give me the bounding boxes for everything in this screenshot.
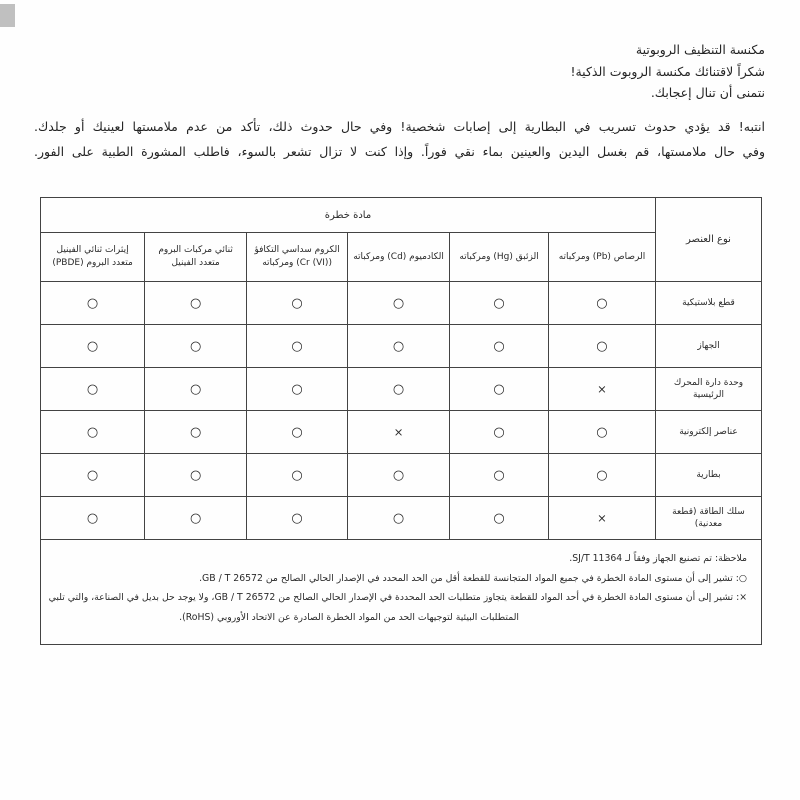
below-limit-mark: ○ bbox=[348, 368, 450, 411]
below-limit-mark: ○ bbox=[145, 368, 247, 411]
wish-line: نتمنى أن تنال إعجابك. bbox=[650, 85, 765, 100]
below-limit-mark: ○ bbox=[247, 282, 348, 325]
substance-column-header: الكادميوم (Cd) ومركباته bbox=[348, 233, 450, 282]
hazardous-substances-table bbox=[40, 197, 762, 645]
component-label: قطع بلاستيكية bbox=[655, 282, 761, 325]
below-limit-mark: ○ bbox=[145, 411, 247, 454]
substance-column-header: إيثرات ثنائي الفينيل متعدد البروم (PBDE) bbox=[41, 233, 145, 282]
below-limit-mark: ○ bbox=[548, 411, 655, 454]
below-limit-mark: ○ bbox=[247, 325, 348, 368]
battery-warning-paragraph bbox=[34, 114, 765, 164]
below-limit-mark: ○ bbox=[450, 497, 549, 540]
below-limit-mark: ○ bbox=[145, 497, 247, 540]
below-limit-mark: ○ bbox=[450, 325, 549, 368]
component-row bbox=[41, 454, 762, 497]
substance-table-body bbox=[41, 282, 762, 540]
element-type-header: نوع العنصر bbox=[655, 198, 761, 282]
below-limit-mark: ○ bbox=[348, 282, 450, 325]
below-limit-mark: ○ bbox=[450, 282, 549, 325]
scan-corner-artifact bbox=[0, 4, 15, 27]
below-limit-mark: ○ bbox=[247, 454, 348, 497]
notes-row bbox=[41, 540, 762, 645]
product-title: مكنسة التنظيف الروبوتية bbox=[635, 42, 765, 57]
below-limit-mark: ○ bbox=[247, 368, 348, 411]
component-label: وحدة دارة المحرك الرئيسية bbox=[655, 368, 761, 411]
exceeds-limit-mark: × bbox=[348, 411, 450, 454]
substance-columns-row bbox=[41, 233, 762, 282]
component-label: الجهاز bbox=[655, 325, 761, 368]
note-line: ×: تشير إلى أن مستوى المادة الخطرة في أحد المواد للقطعة يتجاوز متطلبات الحد المحددة في الإصدار الحالي الصالح من GB / T 26572، ولا يوجد حل بديل في الصناعة، والتي تلبي bbox=[48, 592, 747, 603]
below-limit-mark: ○ bbox=[41, 325, 145, 368]
substance-column-header: ثنائي مركبات البروم متعدد الفينيل bbox=[145, 233, 247, 282]
below-limit-mark: ○ bbox=[450, 411, 549, 454]
intro-block bbox=[570, 39, 765, 104]
note-line: المتطلبات البيئية لتوجيهات الحد من المواد الخطرة الصادرة عن الاتحاد الأوروبي (RoHS). bbox=[179, 611, 519, 623]
component-row bbox=[41, 325, 762, 368]
table-header-row-1 bbox=[41, 198, 762, 233]
note-line: ملاحظة: تم تصنيع الجهاز وفقاً لـ SJ/T 11364. bbox=[569, 553, 747, 564]
below-limit-mark: ○ bbox=[41, 454, 145, 497]
warning-line-1: انتبه! قد يؤدي حدوث تسريب في البطارية إلى إصابات شخصية! وفي حال حدوث ذلك، تأكد من عدم ملامستها لعينيك أو جلدك. bbox=[34, 119, 765, 134]
below-limit-mark: ○ bbox=[41, 368, 145, 411]
component-row bbox=[41, 282, 762, 325]
below-limit-mark: ○ bbox=[247, 497, 348, 540]
below-limit-mark: ○ bbox=[41, 411, 145, 454]
exceeds-limit-mark: × bbox=[548, 368, 655, 411]
hazardous-substance-header: مادة خطرة bbox=[41, 198, 656, 233]
below-limit-mark: ○ bbox=[450, 368, 549, 411]
thank-you-line: شكراً لاقتنائك مكنسة الروبوت الذكية! bbox=[570, 63, 765, 79]
below-limit-mark: ○ bbox=[348, 497, 450, 540]
below-limit-mark: ○ bbox=[348, 325, 450, 368]
component-row bbox=[41, 411, 762, 454]
component-label: بطارية bbox=[655, 454, 761, 497]
below-limit-mark: ○ bbox=[145, 282, 247, 325]
below-limit-mark: ○ bbox=[548, 325, 655, 368]
below-limit-mark: ○ bbox=[548, 282, 655, 325]
substance-column-header: الكروم سداسي التكافؤ (Cr (VI)) ومركباته bbox=[247, 233, 348, 282]
below-limit-mark: ○ bbox=[247, 411, 348, 454]
note-line: ○: تشير إلى أن مستوى المادة الخطرة في جميع المواد المتجانسة للقطعة أقل من الحد المحدد في الإصدار الحالي الصالح من GB / T 26572. bbox=[199, 572, 747, 584]
component-label: عناصر إلكترونية bbox=[655, 411, 761, 454]
below-limit-mark: ○ bbox=[145, 454, 247, 497]
component-label: سلك الطاقة (قطعة معدنية) bbox=[655, 497, 761, 540]
below-limit-mark: ○ bbox=[41, 282, 145, 325]
substance-column-header: الرصاص (Pb) ومركباته bbox=[548, 233, 655, 282]
below-limit-mark: ○ bbox=[548, 454, 655, 497]
component-row bbox=[41, 497, 762, 540]
below-limit-mark: ○ bbox=[145, 325, 247, 368]
substance-column-header: الزئبق (Hg) ومركباته bbox=[450, 233, 549, 282]
below-limit-mark: ○ bbox=[450, 454, 549, 497]
exceeds-limit-mark: × bbox=[548, 497, 655, 540]
below-limit-mark: ○ bbox=[41, 497, 145, 540]
below-limit-mark: ○ bbox=[348, 454, 450, 497]
component-row bbox=[41, 368, 762, 411]
warning-line-2: وفي حال ملامستها، قم بغسل اليدين والعينين بماء نقي فوراً. وإذا كنت لا تزال تشعر بالسوء، فاطلب المشورة الطبية على الفور. bbox=[34, 144, 765, 159]
table-notes bbox=[41, 540, 762, 645]
